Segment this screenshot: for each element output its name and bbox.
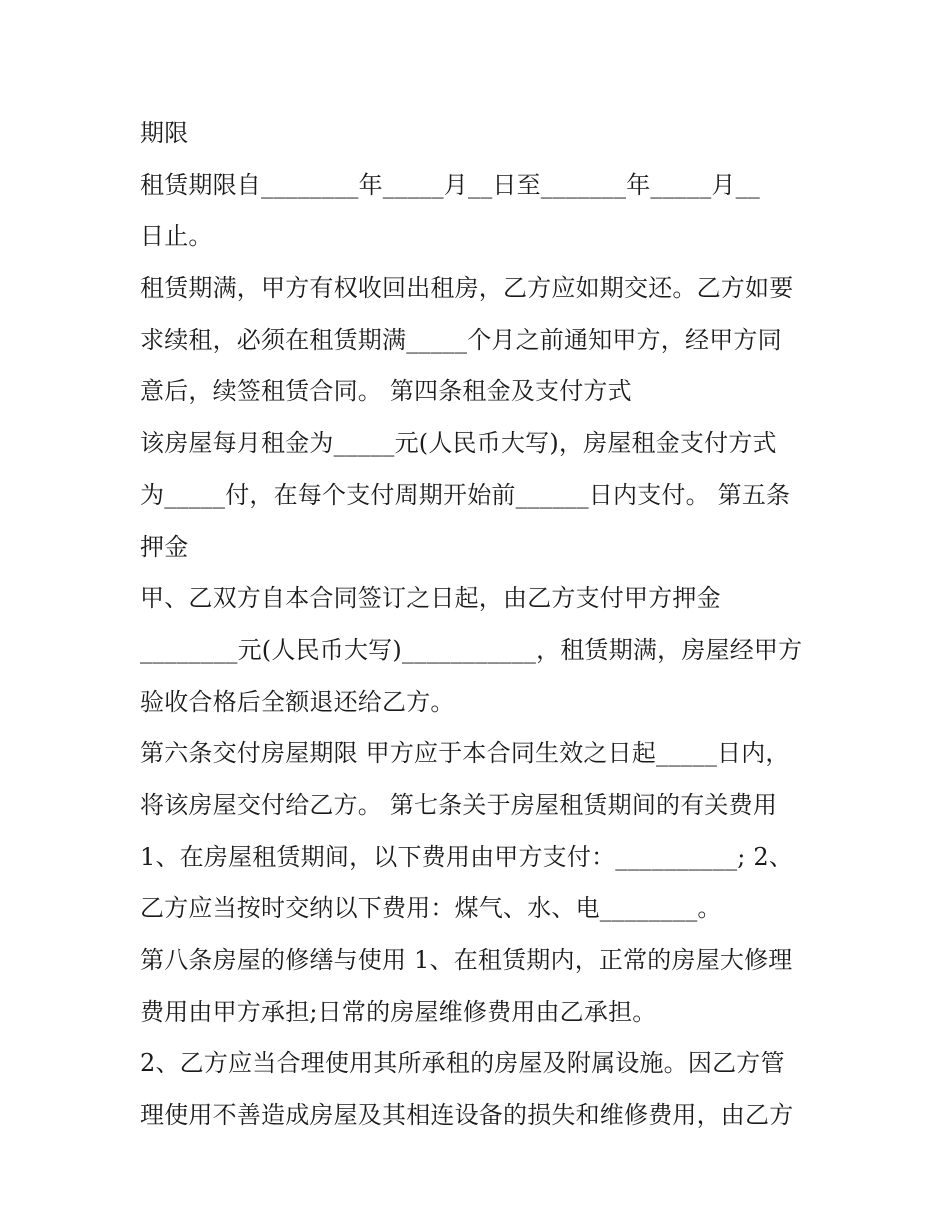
- text-line: 租赁期满，甲方有权收回出租房，乙方应如期交还。乙方如要: [140, 274, 794, 303]
- text-line: 第八条房屋的修缮与使用 1、在租赁期内，正常的房屋大修理: [140, 946, 793, 974]
- text-line: 将该房屋交付给乙方。 第七条关于房屋租赁期间的有关费用: [140, 790, 778, 819]
- text-line: 意后，续签租赁合同。 第四条租金及支付方式: [140, 377, 632, 406]
- text-line: 第六条交付房屋期限 甲方应于本合同生效之日起_____日内，: [140, 739, 790, 768]
- text-line: 押金: [140, 532, 189, 561]
- text-line: 1、在房屋租赁期间，以下费用由甲方支付：__________; 2、: [140, 842, 794, 871]
- text-line: 费用由甲方承担;日常的房屋维修费用由乙承担。: [140, 997, 657, 1026]
- text-line: 验收合格后全额退还给乙方。: [140, 687, 455, 716]
- text-line: 2、乙方应当合理使用其所承租的房屋及附属设施。因乙方管: [140, 1049, 785, 1078]
- text-line: 日止。: [140, 222, 213, 251]
- contract-text: [140, 108, 830, 1142]
- text-line: 租赁期限自________年_____月__日至_______年_____月__: [140, 170, 760, 199]
- text-line: 该房屋每月租金为_____元(人民币大写)，房屋租金支付方式: [140, 429, 777, 458]
- text-line: 为_____付，在每个支付周期开始前______日内支付。 第五条: [140, 480, 791, 509]
- text-line: 理使用不善造成房屋及其相连设备的损失和维修费用，由乙方: [140, 1101, 794, 1130]
- text-line: ________元(人民币大写)___________，租赁期满，房屋经甲方: [140, 635, 803, 664]
- text-line: 甲、乙双方自本合同签订之日起，由乙方支付甲方押金: [140, 584, 721, 613]
- text-line: 期限: [140, 119, 189, 147]
- text-line: 乙方应当按时交纳以下费用：煤气、水、电________。: [140, 894, 722, 923]
- text-line: 求续租，必须在租赁期满_____个月之前通知甲方，经甲方同: [140, 325, 782, 354]
